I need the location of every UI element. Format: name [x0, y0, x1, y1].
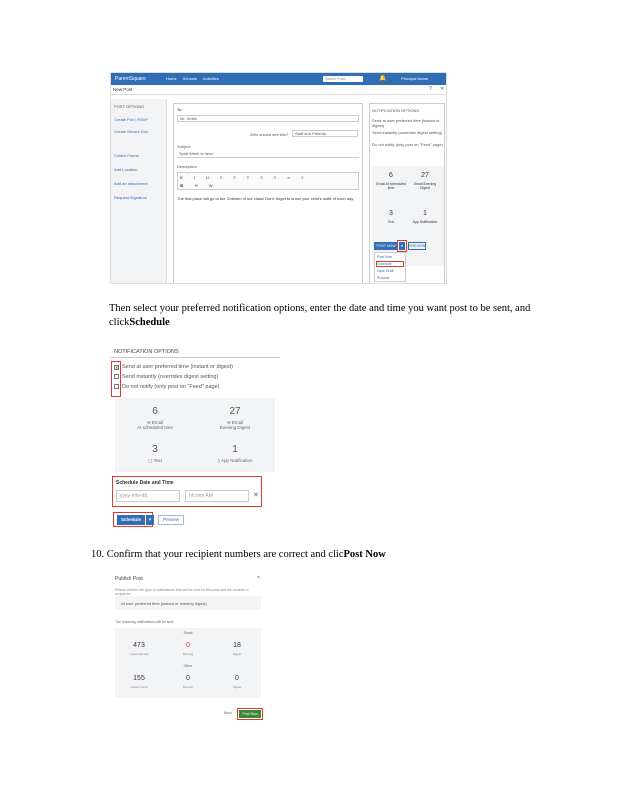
search-input[interactable]: Search Posts — [323, 76, 363, 82]
close-icon[interactable]: × — [257, 575, 260, 581]
stat-sublabel: At scheduled time — [137, 425, 173, 430]
subject-field[interactable]: Spirit Week is here! — [177, 151, 359, 158]
schedule-button[interactable]: Schedule — [117, 515, 145, 525]
group-header: Other — [183, 664, 193, 668]
option-do-not-notify[interactable] — [114, 384, 219, 391]
option-send-instantly[interactable] — [114, 374, 218, 381]
nav-activities[interactable]: Activities — [202, 76, 219, 81]
who-label: Who should see this? — [250, 132, 289, 137]
toolbar-row[interactable]: ⊠ ⟲ W — [180, 183, 218, 188]
instruction-text: Then select your preferred notification options, enter the date and time you want post to be sent, and click — [109, 303, 531, 328]
new-post-screenshot — [110, 72, 447, 284]
stat-label: Email Evening Digest — [413, 182, 437, 190]
option-label: Send at user preferred time (instant or digest) — [122, 364, 233, 370]
stat-number: 0 — [186, 642, 190, 649]
group-header: Email — [183, 631, 193, 635]
sidebar-item-poll[interactable]: Create Poll / RSVP — [114, 117, 149, 122]
preference-box — [115, 596, 261, 610]
nav-home[interactable]: Home — [166, 76, 177, 81]
description-label: Description — [177, 164, 198, 169]
stat-number: 0 — [235, 675, 239, 682]
stat-number: 3 — [389, 210, 393, 217]
recipient-stats — [372, 166, 444, 266]
app-logo[interactable]: ParentSquare — [115, 76, 146, 82]
page-header — [111, 85, 447, 95]
stat-label: ✉ Email — [226, 420, 244, 425]
stat-number: 27 — [421, 172, 429, 179]
chevron-down-icon[interactable]: ▾ — [146, 515, 154, 525]
stat-number: 1 — [423, 210, 427, 217]
close-icon[interactable]: ✕ — [440, 86, 445, 92]
recipient-stats — [115, 398, 275, 472]
date-input[interactable]: yyyy-mm-dd — [116, 490, 180, 502]
menu-item-schedule[interactable]: Schedule — [377, 262, 403, 266]
stat-number: 1 — [232, 444, 238, 455]
step-text: Confirm that your recipient numbers are correct and clic — [106, 549, 344, 560]
checkbox-icon[interactable] — [114, 374, 119, 379]
editor-toolbar[interactable] — [177, 172, 359, 190]
sidebar-item-attachment[interactable]: Add an attachment — [114, 181, 148, 186]
bell-icon[interactable]: 🔔 — [379, 76, 387, 82]
checkbox-icon[interactable] — [114, 384, 119, 389]
stat-label: Digest — [232, 652, 242, 656]
stat-number: 6 — [152, 406, 158, 417]
stat-label: ✉ Email — [146, 420, 164, 425]
user-menu[interactable]: Principal Name — [401, 76, 429, 81]
stat-label: Email At scheduled time — [376, 182, 406, 190]
stat-label: Digest — [232, 685, 242, 689]
preview-button[interactable]: Preview — [158, 515, 184, 525]
page-title: New Post — [113, 87, 133, 92]
checkbox-checked-icon[interactable]: ✕ — [115, 365, 119, 370]
schedule-label: Schedule Date and Time — [116, 480, 174, 486]
stat-sublabel: Evening Digest — [219, 425, 251, 430]
menu-item-save-draft[interactable]: Save Draft — [377, 269, 394, 273]
sidebar-item-signature[interactable]: Request Signature — [114, 195, 148, 200]
option-preferred-time[interactable]: Send at user preferred time (instant or digest) — [372, 118, 440, 128]
recipients-label: The following notifications will be sent — [115, 620, 174, 624]
stat-number: 0 — [186, 675, 190, 682]
to-label: To — [177, 107, 182, 112]
sidebar-item-secure-doc[interactable]: Create Secure Doc — [114, 129, 149, 134]
recipient-stats — [115, 628, 261, 698]
stat-label: Missing — [182, 652, 194, 656]
post-editor — [173, 103, 363, 284]
subject-label: Subject — [177, 144, 191, 149]
stat-number: 155 — [133, 675, 145, 682]
notification-options-panel — [369, 103, 445, 284]
nav-schools[interactable]: Schools — [182, 76, 197, 81]
stat-label: Instant (Text) — [130, 685, 148, 689]
option-preferred-time[interactable] — [114, 364, 233, 371]
to-field[interactable]: Mr. Smith — [177, 115, 359, 122]
option-do-not-notify[interactable]: Do not notify (only post on "Feed" page) — [372, 142, 443, 147]
sidebar-item-location[interactable]: Add Location — [114, 167, 138, 172]
dialog-title: Publish Post — [115, 576, 143, 582]
stat-label: Missing — [182, 685, 194, 689]
stat-number: 473 — [133, 642, 145, 649]
sidebar-item-forms[interactable]: Collect Forms — [114, 153, 139, 158]
menu-item-post-now[interactable]: Post Now — [377, 255, 392, 259]
stat-number: 18 — [233, 642, 241, 649]
post-now-button[interactable]: POST NOW — [374, 242, 398, 250]
help-icon[interactable]: ? — [429, 86, 432, 92]
post-dropdown-menu — [374, 252, 406, 282]
stat-number: 3 — [152, 444, 158, 455]
step-bold: Post Now — [343, 549, 386, 560]
post-now-button[interactable]: Post Now — [239, 710, 261, 718]
instruction-bold: Schedule — [129, 317, 170, 328]
post-options-sidebar — [111, 99, 167, 284]
stat-label: Instant (Email) — [129, 652, 149, 656]
back-link[interactable]: Back — [224, 711, 232, 715]
notification-title: NOTIFICATION OPTIONS — [372, 108, 420, 113]
top-nav — [166, 76, 219, 81]
preview-button[interactable]: PREVIEW — [409, 244, 426, 248]
stat-label: Text — [387, 220, 395, 224]
step-10 — [91, 548, 531, 562]
step-number: 10. — [91, 549, 105, 560]
top-nav-bar — [111, 73, 447, 85]
toolbar-row[interactable]: B I U ≡ ≡ ≡ ≡ ≡ ∞ ≡ — [180, 175, 309, 180]
who-select[interactable]: Staff and Parents — [292, 130, 358, 137]
stat-number: 27 — [229, 406, 241, 417]
dialog-intro: Please confirm the type of notifications that will be sent for this post and the number of recipients. — [115, 588, 249, 596]
stat-label: ▢ Text — [148, 458, 162, 463]
schedule-section — [112, 476, 262, 507]
option-send-instantly[interactable]: Send instantly (overrides digest setting) — [372, 130, 443, 135]
option-label: Do not notify (only post on "Feed" page) — [122, 384, 220, 390]
instruction-paragraph — [109, 302, 549, 330]
divider — [110, 357, 280, 358]
description-body[interactable]: The first place will go to the Children of our class! Don't forget to know your child's outfit of each day. — [177, 196, 355, 201]
clear-icon[interactable]: ✕ — [253, 492, 259, 499]
time-input[interactable]: hh:mm AM — [185, 490, 249, 502]
stat-label: App Notification — [412, 220, 438, 224]
notification-options-screenshot — [110, 346, 280, 532]
stat-label: ▯ App Notification — [217, 458, 253, 463]
publish-post-screenshot — [113, 574, 263, 722]
stat-number: 6 — [389, 172, 393, 179]
chevron-down-icon[interactable]: ▾ — [400, 243, 403, 248]
sidebar-title: POST OPTIONS — [114, 104, 144, 109]
menu-item-preview[interactable]: Preview — [377, 276, 390, 280]
option-label: Send instantly (overrides digest setting) — [122, 374, 219, 380]
preference-text: At user preferred time (instant or evening digest) — [121, 601, 207, 606]
notification-title: NOTIFICATION OPTIONS — [114, 349, 179, 355]
